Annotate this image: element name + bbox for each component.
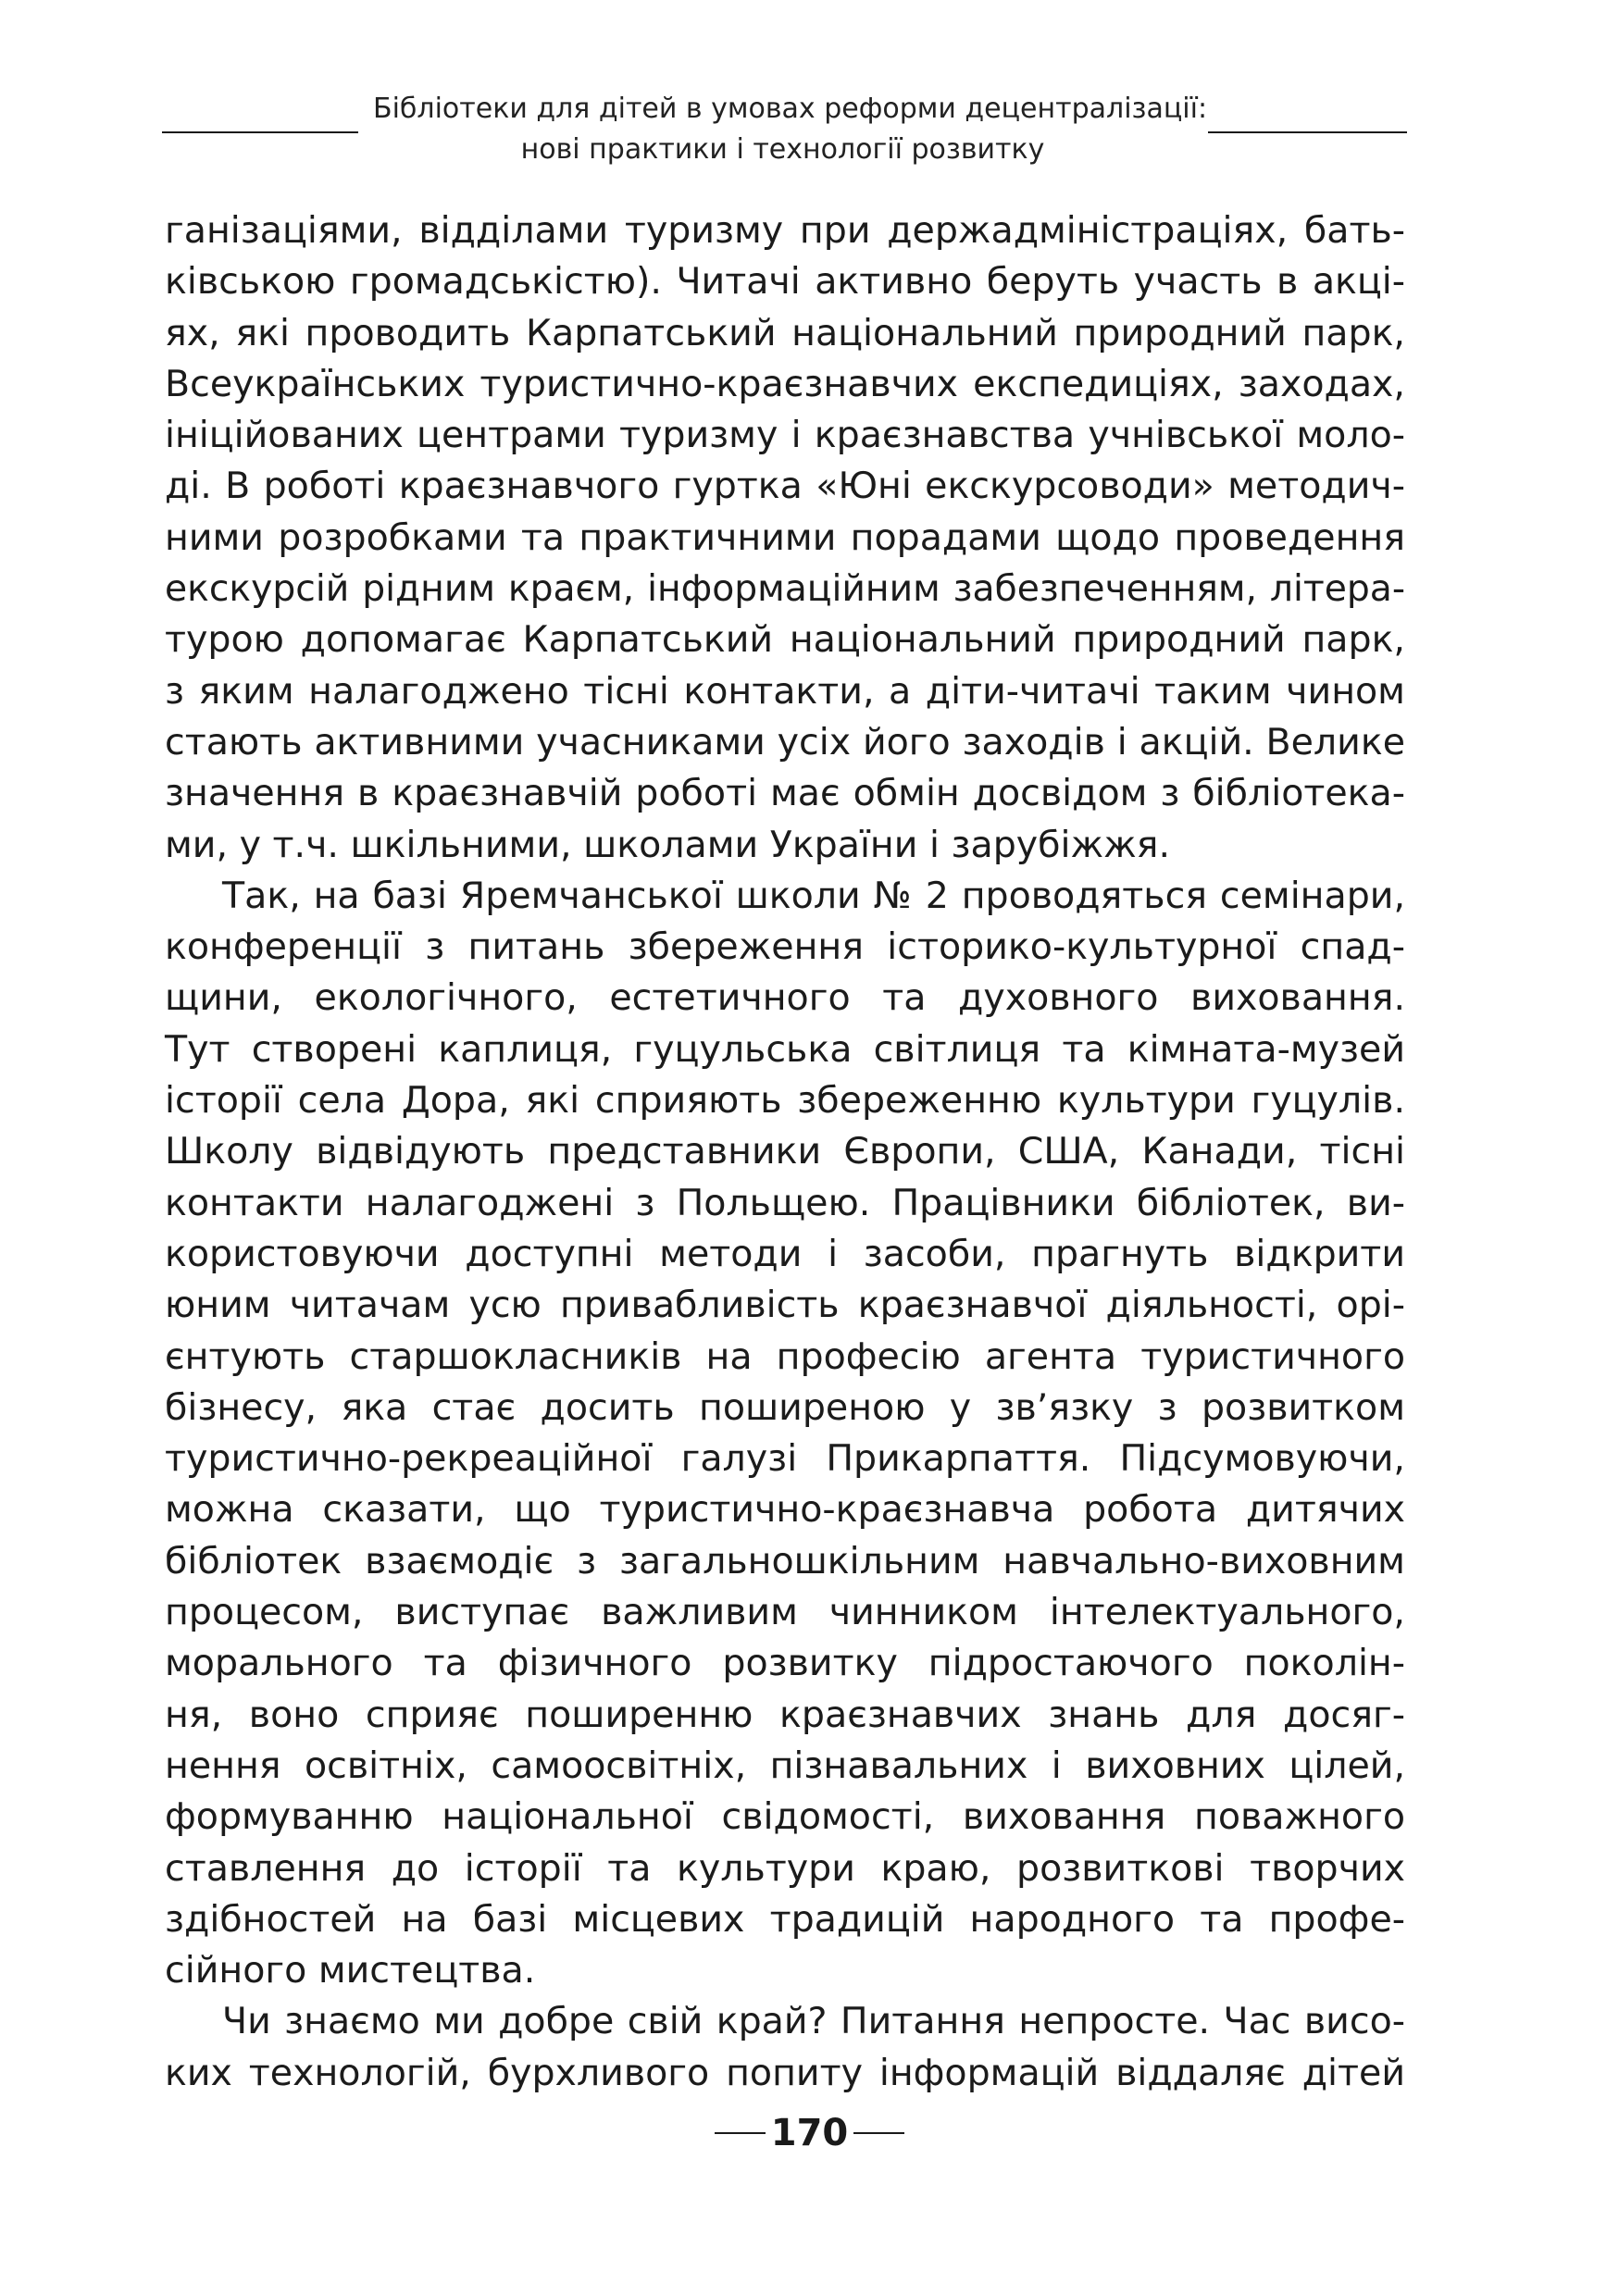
header-title-line-1: Бібліотеки для дітей в умовах реформи децентралізації:	[373, 93, 1208, 125]
header-title	[373, 89, 1208, 170]
running-header	[162, 89, 1407, 172]
text-line: з яким налагоджено тісні контакти, а діти-читачі таким чином	[165, 669, 1405, 713]
text-line: користовуючи доступні методи і засоби, прагнуть відкрити	[165, 1232, 1405, 1275]
text-line: екскурсій рідним краєм, інформаційним забезпеченням, літера-	[165, 568, 1405, 611]
text-line: Школу відвідують представники Європи, США, Канади, тісні	[165, 1130, 1405, 1173]
page-footer	[0, 2112, 1619, 2154]
text-line: ними розробками та практичними порадами щодо проведення	[165, 515, 1405, 559]
text-line: ми, у т.ч. шкільними, школами України і зарубіжжя.	[165, 823, 1170, 866]
text-line: ді. В роботі краєзнавчого гуртка «Юні екскурсоводи» методич-	[165, 465, 1405, 508]
text-line: туристично-рекреаційної галузі Прикарпаття. Підсумовуючи,	[165, 1437, 1405, 1481]
text-line: історії села Дора, які сприяють збереженню культури гуцулів.	[165, 1079, 1405, 1123]
text-line: значення в краєзнавчій роботі має обмін досвідом з бібліотека-	[165, 772, 1405, 815]
text-line: стають активними учасниками усіх його заходів і акцій. Велике	[165, 720, 1405, 763]
text-line: ставлення до історії та культури краю, розвиткові творчих	[165, 1846, 1405, 1890]
text-line: ініційованих центрами туризму і краєзнавства учнівської моло-	[165, 414, 1405, 457]
text-line: ківською громадськістю). Читачі активно беруть участь в акці-	[165, 260, 1405, 304]
text-line: морального та фізичного розвитку підростаючого поколін-	[165, 1642, 1405, 1685]
text-line: нення освітніх, самоосвітніх, пізнавальних і виховних цілей,	[165, 1744, 1405, 1787]
header-rule-left	[162, 131, 358, 133]
text-line: бізнесу, яка стає досить поширеною у зв’язку з розвитком	[165, 1385, 1405, 1429]
text-line: Чи знаємо ми добре свій край? Питання непросте. Час висо-	[222, 2000, 1405, 2043]
text-line: контакти налагоджені з Польщею. Працівники бібліотек, ви-	[165, 1181, 1405, 1224]
text-line: бібліотек взаємодіє з загальношкільним навчально-виховним	[165, 1539, 1405, 1582]
text-line: Тут створені каплиця, гуцульська світлиця та кімната-музей	[165, 1027, 1405, 1071]
body-text	[165, 205, 1405, 2099]
text-line: ях, які проводить Карпатський національний природний парк,	[165, 311, 1405, 354]
text-line: здібностей на базі місцевих традицій народного та профе-	[165, 1897, 1405, 1941]
text-line: єнтують старшокласників на професію агента туристичного	[165, 1334, 1405, 1378]
text-line: щини, екологічного, естетичного та духовного виховання.	[165, 976, 1405, 1020]
text-line: Всеукраїнських туристично-краєзнавчих експедиціях, заходах,	[165, 362, 1405, 405]
text-line: ких технологій, бурхливого попиту інформацій віддаляє дітей	[165, 2051, 1405, 2094]
text-line: турою допомагає Карпатський національний природний парк,	[165, 618, 1405, 662]
text-line: конференції з питань збереження історико-культурної спад-	[165, 925, 1405, 969]
text-line: сійного мистецтва.	[165, 1949, 536, 1992]
text-line: Так, на базі Яремчанської школи № 2 проводяться семінари,	[222, 874, 1405, 917]
text-line: ганізаціями, відділами туризму при держадміністраціях, бать-	[165, 209, 1405, 252]
text-line: юним читачам усю привабливість краєзнавчої діяльності, орі-	[165, 1284, 1405, 1327]
footer-rule-right	[853, 2132, 904, 2134]
text-line: ня, воно сприяє поширенню краєзнавчих знань для досяг-	[165, 1693, 1405, 1736]
text-line: формуванню національної свідомості, виховання поважного	[165, 1795, 1405, 1839]
header-title-line-2: нові практики і технології розвитку	[520, 133, 1045, 166]
text-line: можна сказати, що туристично-краєзнавча робота дитячих	[165, 1488, 1405, 1532]
text-line: процесом, виступає важливим чинником інтелектуального,	[165, 1591, 1405, 1634]
page-number: 170	[770, 2112, 849, 2154]
footer-rule-left	[715, 2132, 766, 2134]
header-rule-right	[1208, 131, 1407, 133]
